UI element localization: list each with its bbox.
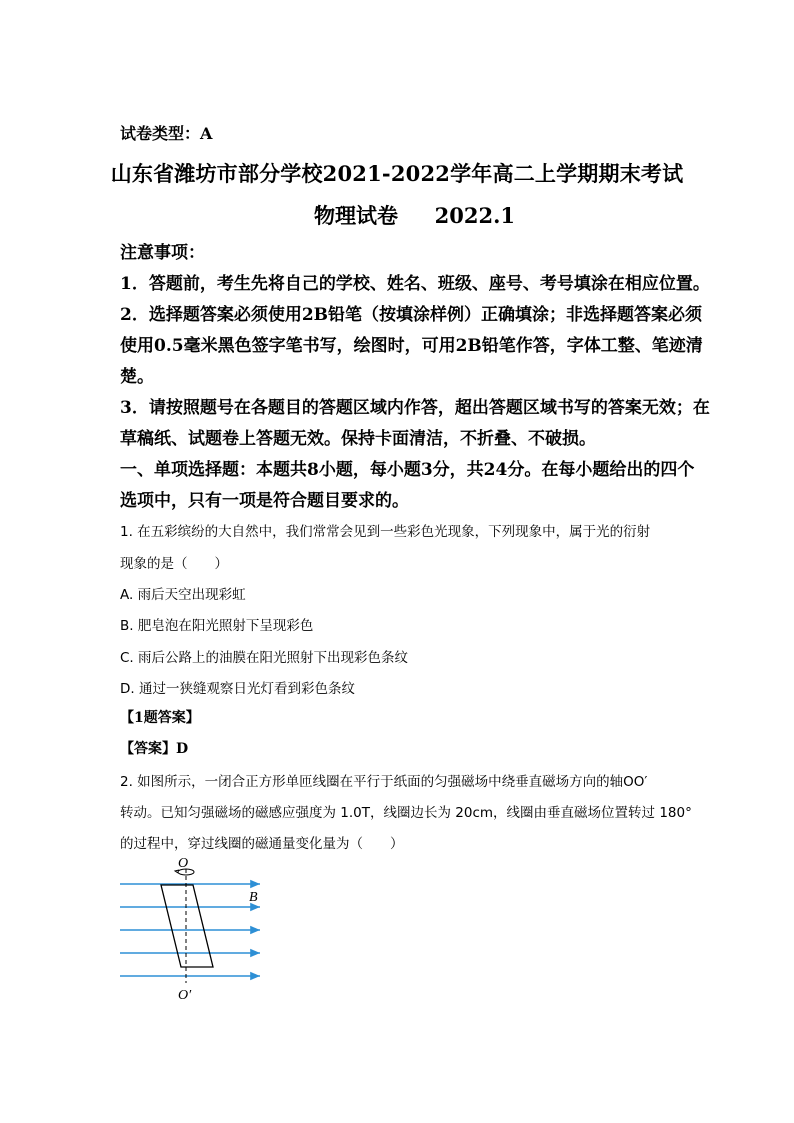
axis-label-top: O: [178, 856, 189, 871]
field-lines: [120, 884, 260, 976]
q1-option-d: D. 通过一狭缝观察日光灯看到彩色条纹: [120, 681, 355, 697]
notice-item-2-line-2: 使用0.5毫米黑色签字笔书写，绘图时，可用2B铅笔作答，字体工整、笔迹清: [120, 336, 703, 356]
axis-label-bottom: O′: [178, 988, 192, 1003]
q1-option-c: C. 雨后公路上的油膜在阳光照射下出现彩色条纹: [120, 650, 409, 666]
q1-answer-heading: 【1题答案】: [120, 710, 200, 726]
notice-item-2-line-3: 楚。: [120, 367, 154, 387]
q1-answer: 【答案】D: [120, 741, 189, 757]
exam-date: 2022.1: [434, 203, 515, 228]
notice-item-2-line-1: 2．选择题答案必须使用2B铅笔（按填涂样例）正确填涂；非选择题答案必须: [120, 305, 703, 325]
section-heading-line-1: 一、单项选择题：本题共8小题，每小题3分，共24分。在每小题给出的四个: [120, 460, 695, 480]
coil-in-magnetic-field-figure: [118, 855, 278, 1005]
notice-item-3-line-1: 3．请按照题号在各题目的答题区域内作答，超出答题区域书写的答案无效；在: [120, 398, 710, 418]
q1-option-b: B. 肥皂泡在阳光照射下呈现彩色: [120, 618, 314, 634]
notice-item-3-line-2: 草稿纸、试题卷上答题无效。保持卡面清洁，不折叠、不破损。: [120, 429, 596, 449]
paper-type: 试卷类型：A: [120, 124, 213, 143]
q2-stem-line-1: 2. 如图所示，一闭合正方形单匝线圈在平行于纸面的匀强磁场中绕垂直磁场方向的轴OO′: [120, 774, 648, 790]
square-coil: [161, 885, 213, 967]
notice-heading: 注意事项：: [120, 243, 205, 263]
notice-item-1: 1．答题前，考生先将自己的学校、姓名、班级、座号、考号填涂在相应位置。: [120, 274, 710, 294]
section-heading-line-2: 选项中，只有一项是符合题目要求的。: [120, 491, 409, 511]
q2-stem-line-3: 的过程中，穿过线圈的磁通量变化量为（ ）: [120, 836, 404, 852]
q1-stem-line-1: 1. 在五彩缤纷的大自然中，我们常常会见到一些彩色光现象，下列现象中，属于光的衍射: [120, 524, 651, 540]
subject-label: 物理试卷: [314, 203, 398, 228]
exam-subtitle: [314, 200, 794, 230]
q1-option-a: A. 雨后天空出现彩虹: [120, 587, 246, 603]
field-label: B: [249, 890, 258, 905]
exam-title: 山东省潍坊市部分学校2021-2022学年高二上学期期末考试: [110, 161, 684, 186]
q1-stem-line-2: 现象的是（ ）: [120, 556, 228, 572]
q2-stem-line-2: 转动。已知匀强磁场的磁感应强度为 1.0T，线圈边长为 20cm，线圈由垂直磁场位置转过 180°: [120, 805, 692, 821]
